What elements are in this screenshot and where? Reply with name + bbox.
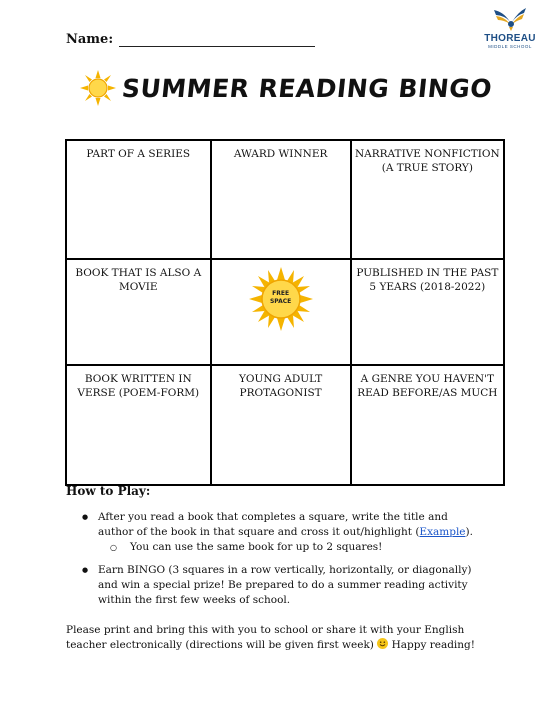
name-field-row	[66, 32, 315, 47]
bingo-square[interactable]: YOUNG ADULT PROTAGONIST	[211, 365, 351, 485]
name-label: Name:	[66, 32, 114, 47]
free-space-square[interactable]	[211, 259, 351, 365]
sun-icon	[80, 70, 116, 106]
bingo-square[interactable]: BOOK WRITTEN IN VERSE (POEM-FORM)	[66, 365, 211, 485]
bingo-square[interactable]: PUBLISHED IN THE PAST 5 YEARS (2018-2022)	[351, 259, 504, 365]
example-link[interactable]: Example	[419, 526, 466, 538]
smiley-icon	[377, 638, 388, 649]
rules-list	[66, 510, 486, 616]
rule-sublist	[98, 540, 486, 555]
eagle-icon	[490, 6, 530, 32]
name-blank-line[interactable]	[119, 34, 315, 47]
bingo-square[interactable]: AWARD WINNER	[211, 140, 351, 259]
bingo-square[interactable]: NARRATIVE NONFICTION (A TRUE STORY)	[351, 140, 504, 259]
bingo-square[interactable]: BOOK THAT IS ALSO A MOVIE	[66, 259, 211, 365]
free-space-sun	[248, 266, 314, 332]
title-row	[80, 68, 492, 108]
bingo-square[interactable]: A GENRE YOU HAVEN'T READ BEFORE/AS MUCH	[351, 365, 504, 485]
rule-item: ● After you read a book that completes a square, write the title and author of the book in that square and cross it out/highlight (Example). ○ You can use the same book for up to 2 squares!	[66, 510, 486, 555]
rule-item: ● Earn BINGO (3 squares in a row vertically, horizontally, or diagonally) and win a special prize! Be prepared to do a summer reading activity within the first few weeks of school.	[66, 563, 486, 608]
school-name: THOREAU	[484, 33, 536, 44]
rule-subitem: ○ You can use the same book for up to 2 squares!	[98, 540, 486, 555]
how-to-play-heading: How to Play:	[66, 484, 151, 498]
bingo-square[interactable]: PART OF A SERIES	[66, 140, 211, 259]
free-space-label: FREE SPACE	[269, 290, 292, 305]
school-logo	[474, 6, 546, 49]
school-subtitle: MIDDLE SCHOOL	[488, 44, 532, 49]
page-title: SUMMER READING BINGO	[120, 73, 494, 103]
bingo-board	[65, 139, 505, 486]
closing-note: Please print and bring this with you to school or share it with your English teacher electronically (directions will be given first week) Happy reading!	[66, 624, 475, 651]
